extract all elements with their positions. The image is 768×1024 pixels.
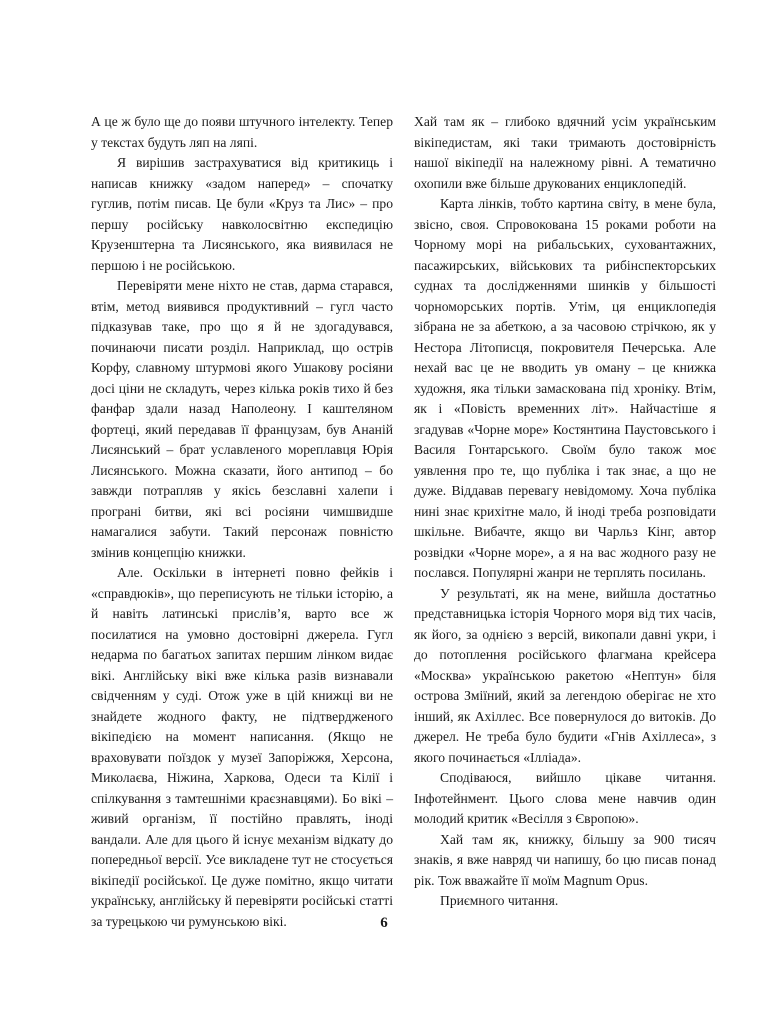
paragraph: Хай там як, книжку, більшу за 900 тисяч знаків, я вже навряд чи напишу, бо цю писав понад рік. Тож вважайте її моїм Magnum Opus.: [414, 831, 716, 888]
paragraph: Але. Оскільки в інтернеті повно фейків і «справдюків», що переписують не тільки історію, а й навіть латинські прислів’я, варто все ж посилатися на умовно достовірні джерела. Гугл недарма по багатьох запитах першим лінком видає вікі. Англійську вікі вже кілька разів визнавали свідченням у суді. Отож уже в цій книжці ви не знайдете жодного факту, не підтвердженого вікіпедією на момент написання. (Якщо не враховувати поїздок у музеї Запоріжжя, Херсона, Миколаєва, Ніжина, Харкова, Одеси та Кілії і спілкування з тамтешніми краєзнавцями). Бо вікі – живий організм, її постійно правлять, іноді вандали. Але для цього й існує механізм відкату до попередньої версії. Усе викладене тут не стосується вікіпедії російської. Це дуже помітно, якщо читати українську, англійську й перевіряти російські статті за турецькою чи румунською вікі.: [91, 565, 393, 929]
page-number: 6: [380, 915, 388, 931]
paragraph: Карта лінків, тобто картина світу, в мене була, звісно, своя. Спровокована 15 роками роботи на Чорному морі на рибальських, суховантажних, пасажирських, військових та рибінспекторських суднах та дослідженнями шинків у більшості чорноморських портів. Утім, ця енциклопедія зібрана не за абеткою, а за часовою стрічкою, як у Нестора Літописця, покровителя Печерська. Але нехай вас це не вводить ув оману – це книжка художня, яка тільки замаскована під хроніку. Втім, як і «Повість временних літ». Найчастіше я згадував «Чорне море» Костянтина Паустовського і Василя Гонтарського. Своїм було також моє уявлення про те, що публіка і так знає, а що не дуже. Віддавав перевагу невідомому. Хоча публіка нині знає крихітне мало, й іноді треба розповідати шкільне. Вибачте, якщо ви Чарльз Кінг, автор розвідки «Чорне море», а я на вас жодного разу не послався. Популярні жанри не терплять посилань.: [414, 196, 716, 580]
paragraph: Я вирішив застрахуватися від критикиць і написав книжку «задом наперед» – спочатку гуглив, потім писав. Це були «Круз та Лис» – про першу російську навколосвітню експедицію Крузенштерна та Лисянського, яка виявилася не першою і не російською.: [91, 155, 393, 273]
paragraph: Приємного читання.: [440, 893, 559, 908]
paragraph: Хай там як – глибоко вдячний усім українським вікіпедистам, які таки тримають достовірність нашої вікіпедії на належному рівні. А тематично охопили вже більше друкованих енциклопедій.: [414, 114, 716, 191]
left-text-column: [91, 112, 393, 932]
paragraph: Перевіряти мене ніхто не став, дарма старався, втім, метод виявився продуктивний – гугл часто підказував таке, про що я й не здогадувався, починаючи писати розділ. Наприклад, що острів Корфу, славному штурмові якого Ушакову росіяни досі ціни не складуть, через кілька років тихо й без фанфар здали назад Наполеону. І каштеляном фортеці, який передавав її французам, був Ананій Лисянський – брат уславленого мореплавця Юрія Лисянського. Можна сказати, його антипод – бо завжди потрапляв у якісь безславні халепи і програні битви, які всі росіяни чимшвидше намагалися забути. Такий персонаж повністю змінив концепцію книжки.: [91, 278, 393, 560]
right-text-column: [414, 112, 716, 912]
paragraph: Сподіваюся, вийшло цікаве читання. Інфотейнмент. Цього слова мене навчив один молодий критик «Весілля з Європою».: [414, 770, 716, 826]
paragraph: У результаті, як на мене, вийшла достатньо представницька історія Чорного моря від тих часів, як його, за однією з версій, викопали давні укри, і до потоплення російського флагмана крейсера «Москва» українською ракетою «Нептун» біля острова Зміїний, який за легендою оберігає не хто інший, як Ахіллес. Все повернулося до витоків. До джерел. Не треба було будити «Гнів Ахіллеса», з якого починається «Ілліада».: [414, 585, 716, 765]
paragraph: А це ж було ще до появи штучного інтелекту. Тепер у текстах будуть ляп на ляпі.: [91, 114, 393, 150]
